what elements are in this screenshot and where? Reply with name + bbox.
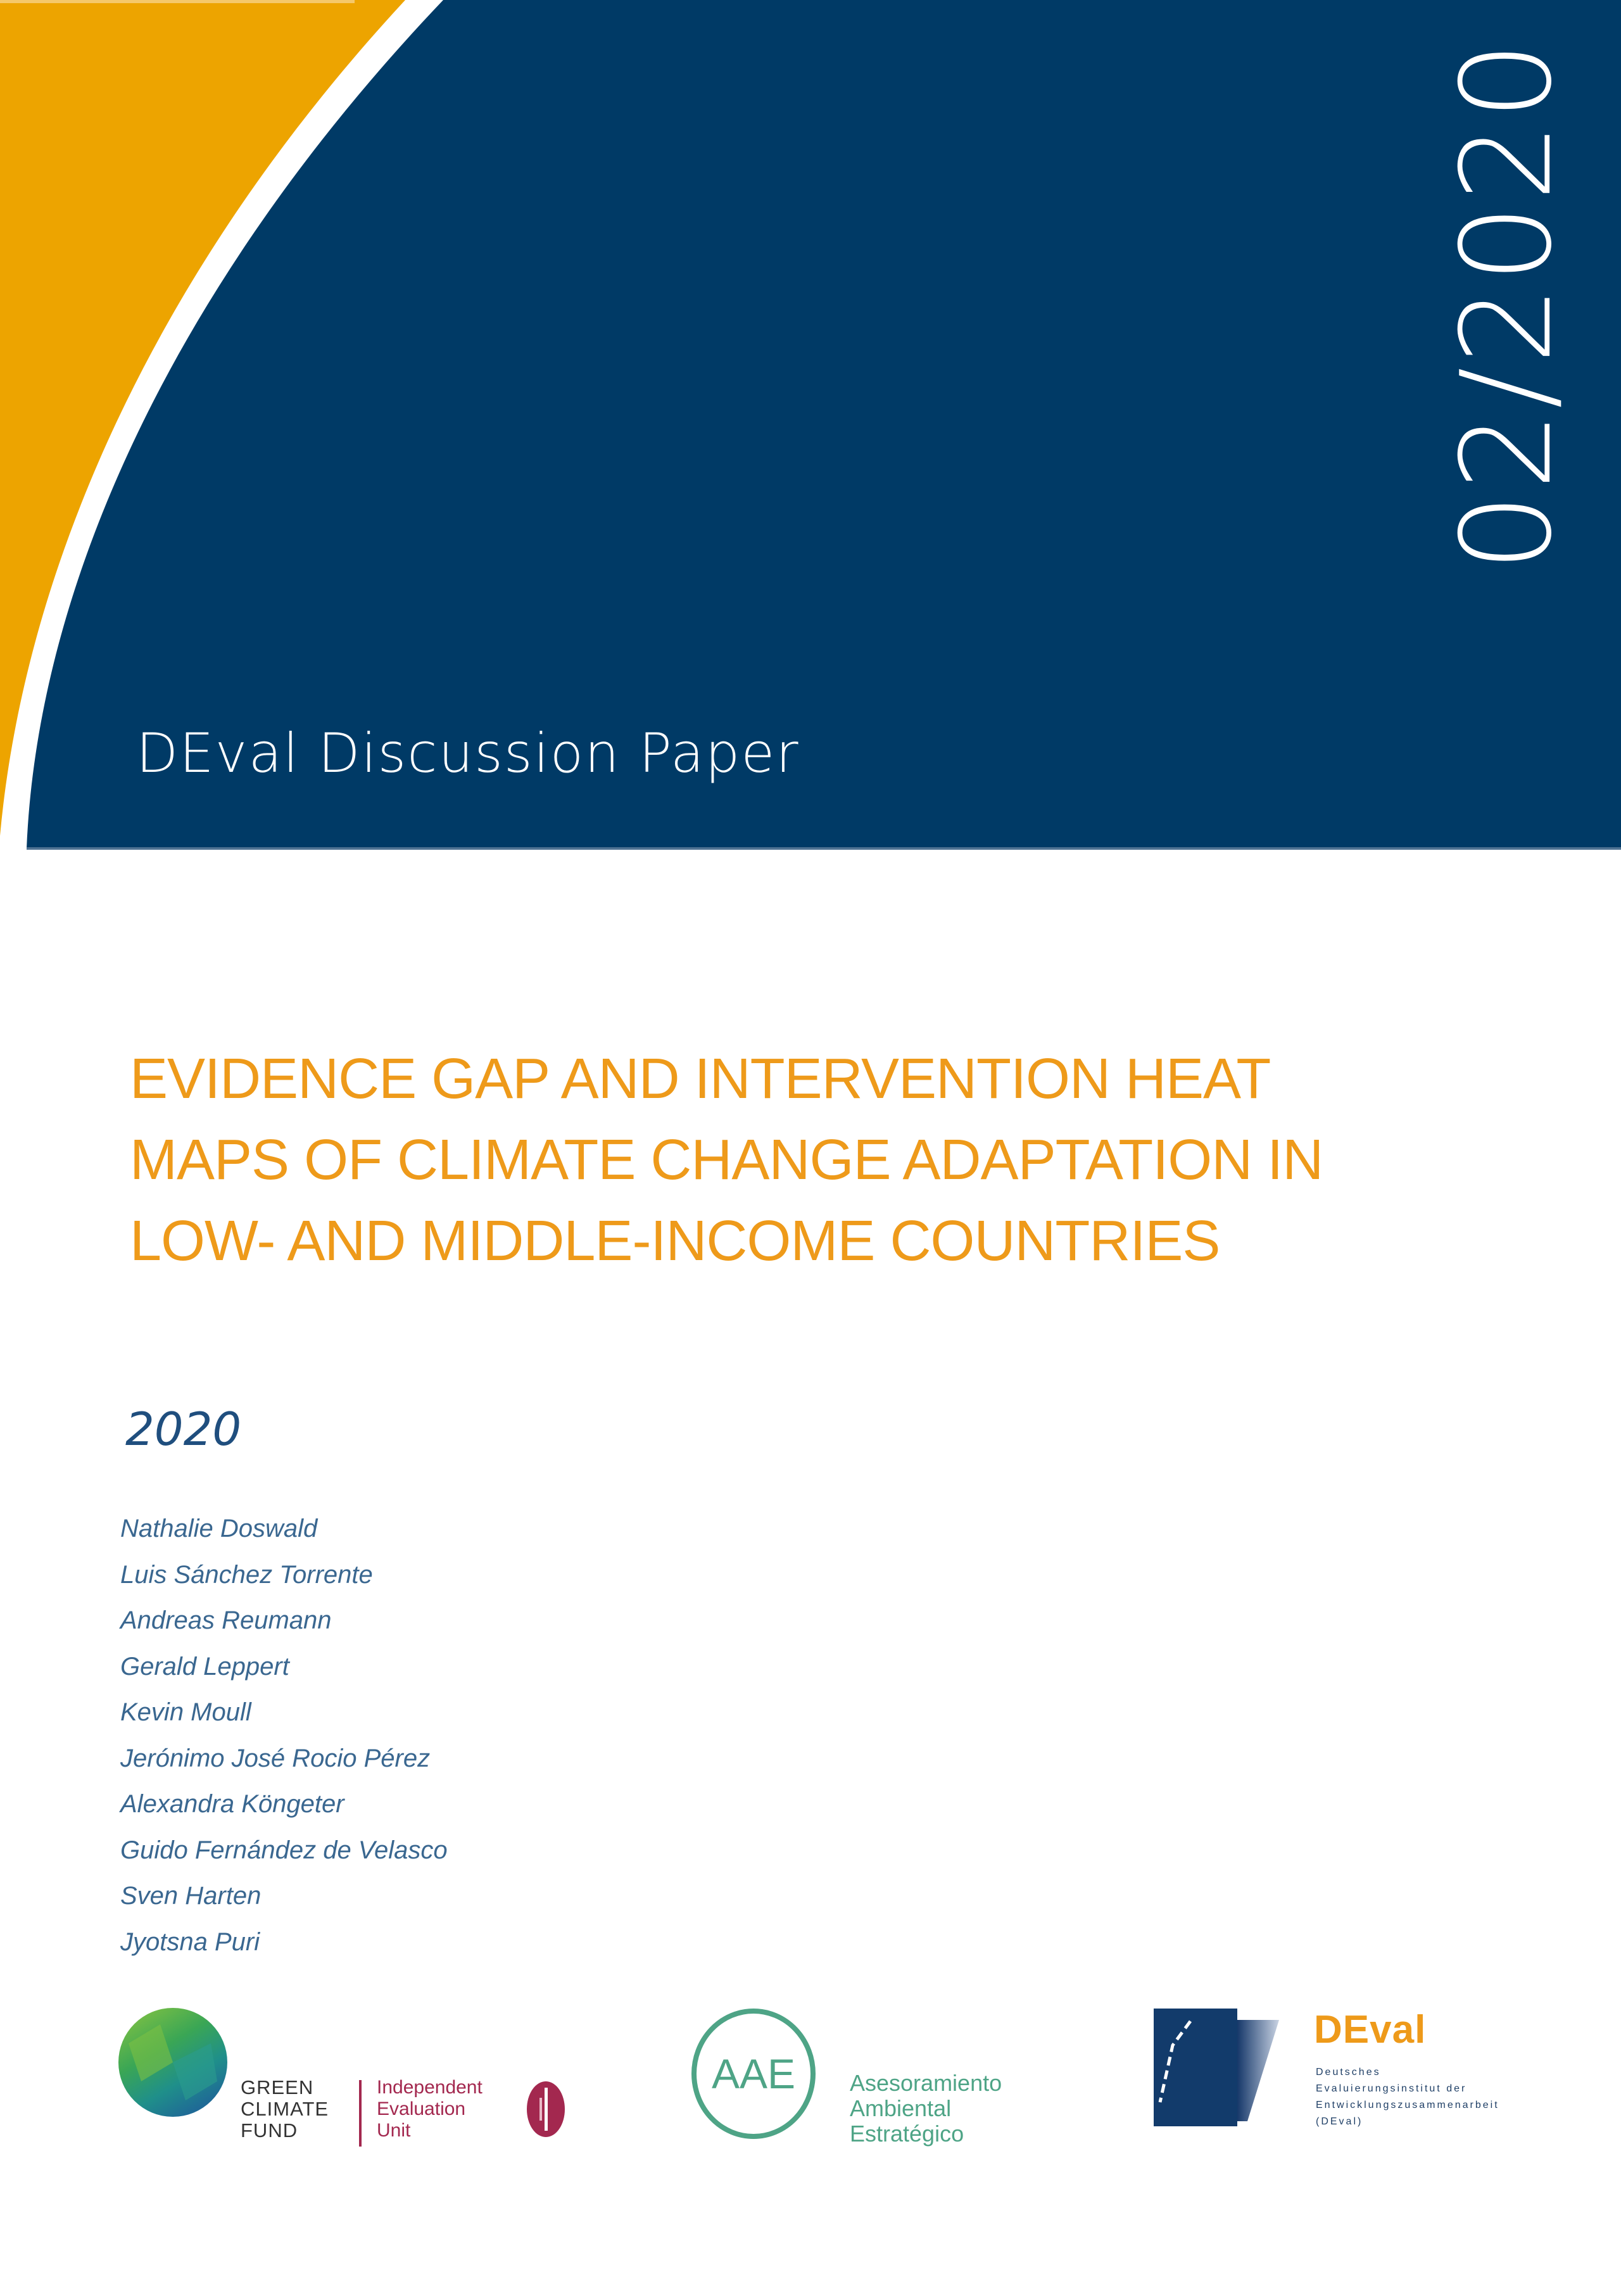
author-name: Alexandra Köngeter (120, 1790, 344, 1818)
deval-sub-line: Evaluierungsinstitut der (1316, 2083, 1467, 2094)
gcf-globe-icon (116, 2005, 230, 2119)
deval-sub-line: Deutsches (1316, 2067, 1381, 2078)
ieu-line: Unit (377, 2120, 411, 2141)
author-name: Andreas Reumann (120, 1606, 332, 1634)
logo-divider (359, 2080, 362, 2147)
author-name: Sven Harten (120, 1882, 262, 1910)
aae-line: Ambiental (850, 2095, 952, 2121)
aae-line: Estratégico (850, 2121, 964, 2147)
author-name: Luis Sánchez Torrente (120, 1560, 373, 1589)
aae-mark: AAE (711, 2050, 796, 2097)
author-list (120, 1506, 448, 1965)
author-name: Jyotsna Puri (120, 1927, 260, 1956)
gcf-wordmark (241, 2077, 329, 2141)
aae-wordmark (850, 2071, 1002, 2147)
deval-sub-line: (DEval) (1316, 2116, 1363, 2127)
issue-number (1435, 38, 1579, 572)
publication-year: 2020 (125, 1403, 242, 1456)
author-name: Kevin Moull (120, 1698, 251, 1726)
cover-header-band (0, 0, 1621, 852)
deval-mark-icon (1152, 2007, 1279, 2128)
ieu-wordmark (377, 2077, 483, 2141)
author-name: Guido Fernández de Velasco (120, 1836, 448, 1864)
aae-line: Asesoramiento (850, 2070, 1002, 2096)
document-title (130, 1038, 1460, 1282)
author-name: Nathalie Doswald (120, 1515, 318, 1542)
gcf-line: GREEN (241, 2076, 314, 2098)
author-name: Gerald Leppert (120, 1652, 289, 1681)
gcf-line: FUND (241, 2119, 298, 2141)
ieu-line: Evaluation (377, 2098, 466, 2119)
author-name: Jerónimo José Rocio Pérez (120, 1744, 431, 1772)
ieu-line: Independent (377, 2077, 483, 2098)
issue-number-text: 02/2020 (1435, 38, 1579, 572)
partner-logos (0, 1988, 1621, 2191)
title-line: EVIDENCE GAP AND INTERVENTION HEAT (130, 1047, 1271, 1111)
title-line: MAPS OF CLIMATE CHANGE ADAPTATION IN (130, 1128, 1323, 1192)
deval-wordmark: DEval (1314, 2008, 1427, 2052)
series-label: DEval Discussion Paper (136, 722, 800, 785)
gcf-line: CLIMATE (241, 2098, 329, 2120)
deval-sub-line: Entwicklungszusammenarbeit (1316, 2100, 1499, 2110)
ieu-seal-icon (526, 2079, 566, 2140)
title-line: LOW- AND MIDDLE-INCOME COUNTRIES (130, 1209, 1220, 1273)
aae-circle-icon (690, 2007, 817, 2140)
deval-subtext (1316, 2064, 1499, 2130)
